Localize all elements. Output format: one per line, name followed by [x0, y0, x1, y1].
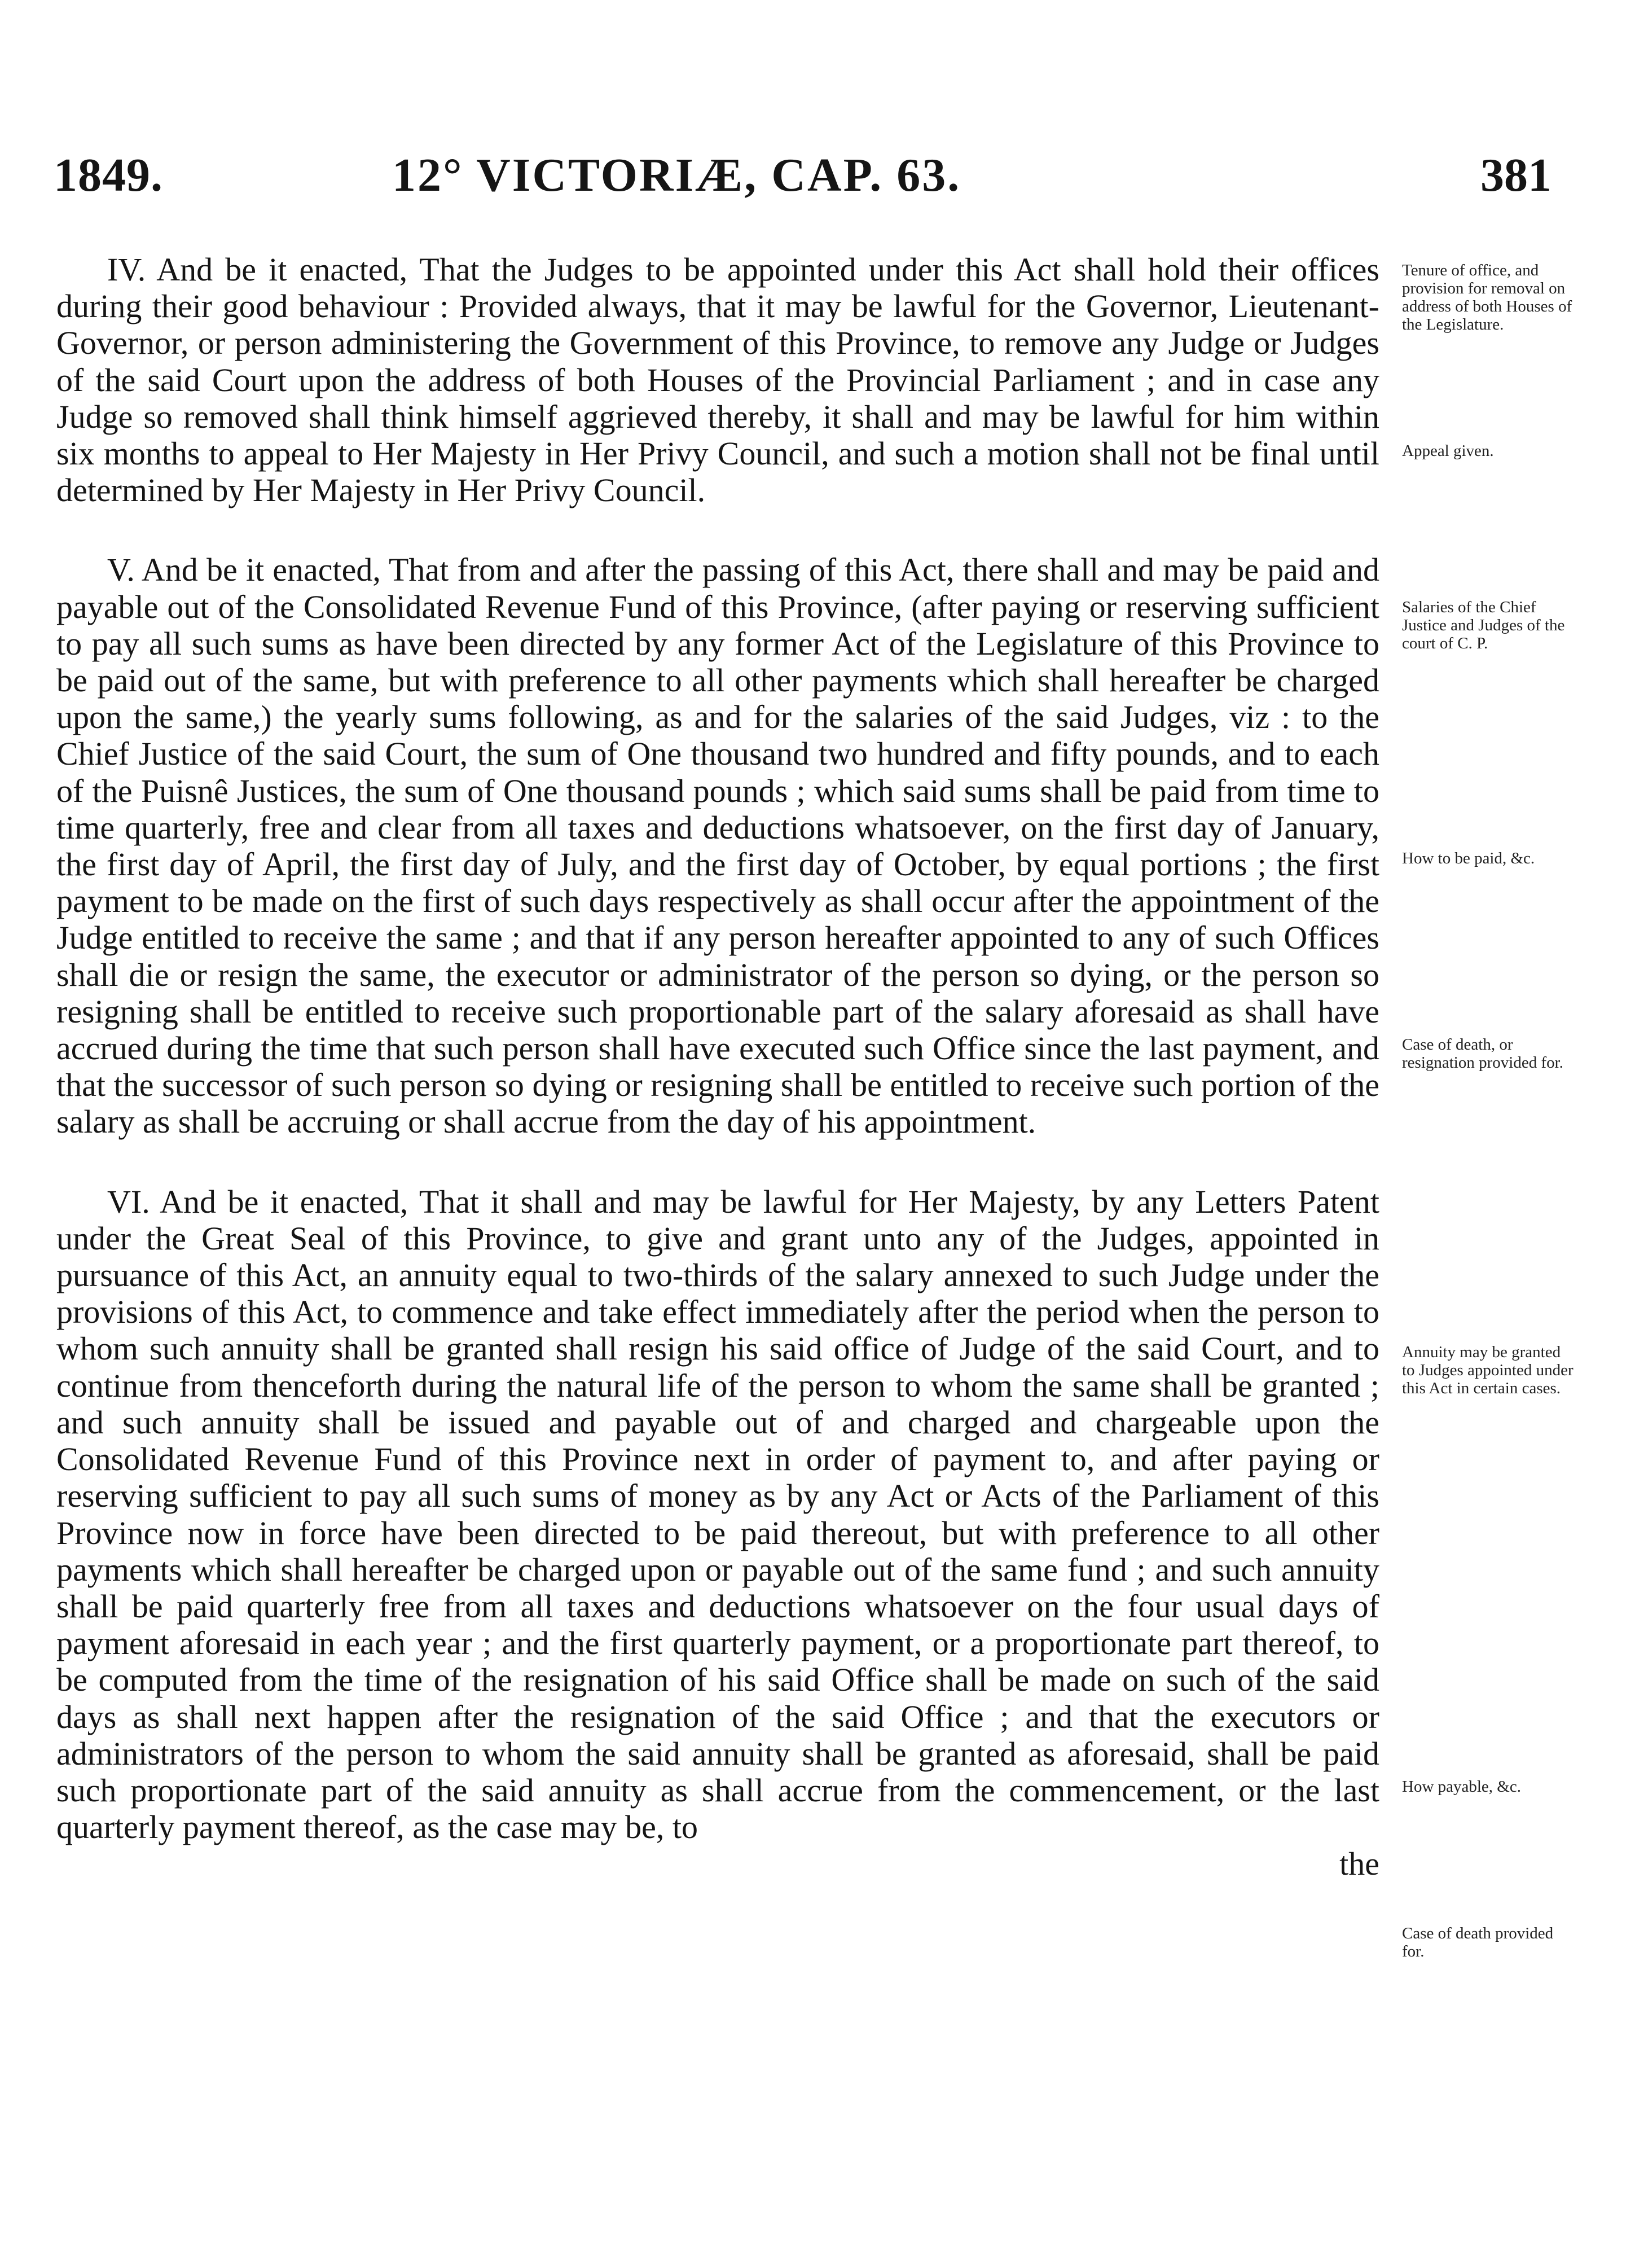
- section-v-text: V. And be it enacted, That from and after the passing of this Act, there shall and may be paid and payable out of the Consolidated Revenue Fund of this Province, (after paying or reserving sufficient to pay all such sums as have been directed by any former Act of the Legislature of this Province to be paid out of the same, but with preference to all other payments which shall hereafter be charged upon the same,) the yearly sums following, as and for the salaries of the said Judges, viz : to the Chief Justice of the said Court, the sum of One thousand two hundred and fifty pounds, and to each of the Puisnê Justices, the sum of One thousand pounds ; which said sums shall be paid from time to time quarterly, free and clear from all taxes and deductions whatsoever, on the first day of January, the first day of April, the first day of July, and the first day of October, by equal portions ; the first payment to be made on the first of such days respectively as shall occur after the appointment of the Judge entitled to receive the same ; and that if any person hereafter appointed to any of such Offices shall die or resign the same, the executor or administrator of the person so dying, or the person so resigning shall be entitled to receive such proportionable part of the salary aforesaid as shall have accrued during the time that such person shall have executed such Office since the last payment, and that the successor of such person so dying or resigning shall be entitled to receive such portion of the salary as shall be accruing or shall accrue from the day of his appointment.: [56, 551, 1379, 1140]
- marginal-note-salaries: Salaries of the Chief Justice and Judges of the court of C. P.: [1402, 598, 1565, 652]
- section-iv-text: IV. And be it enacted, That the Judges to be appointed under this Act shall hold their offices during their good behaviour : Provided always, that it may be lawful for the Governor, Lieutenant-Governor, or person administering the Government of this Province, to remove any Judge or Judges of the said Court upon the address of both Houses of the Provincial Parliament ; and in case any Judge so removed shall think himself aggrieved thereby, it shall and may be lawful for him within six months to appeal to Her Majesty in Her Privy Council, and such a motion shall not be final until determined by Her Majesty in Her Privy Council.: [56, 251, 1379, 509]
- header-title: 12° VICTORIÆ, CAP. 63.: [392, 149, 961, 201]
- section-vi: [56, 1183, 1379, 1883]
- section-iv: [56, 251, 1379, 508]
- marginal-note-appeal: Appeal given.: [1402, 442, 1494, 460]
- header-year: 1849.: [54, 149, 163, 201]
- section-vi-text: VI. And be it enacted, That it shall and may be lawful for Her Majesty, by any Letters Patent under the Great Seal of this Province, to give and grant unto any of the Judges, appointed in pursuance of this Act, an annuity equal to two-thirds of the salary annexed to such Judge under the provisions of this Act, to commence and take effect immediately after the period when the person to whom such annuity shall be granted shall resign his said office of Judge of the said Court, and to continue from thenceforth during the natural life of the person to whom the same shall be granted ; and such annuity shall be issued and payable out of and charged and chargeable upon the Consolidated Revenue Fund of this Province next in order of payment to, and after paying or reserving sufficient to pay all such sums of money as by any Act or Acts of the Parliament of this Province now in force have been directed to be paid thereout, but with preference to all other payments which shall hereafter be charged upon or payable out of the same fund ; and such annuity shall be paid quarterly free from all taxes and deductions whatsoever on the four usual days of payment aforesaid in each year ; and the first quarterly payment, or a proportionate part thereof, to be computed from the time of the resignation of his said Office shall be made on such of the said days as shall next happen after the resignation of the said Office ; and that the executors or administrators of the person to whom the said annuity shall be granted as aforesaid, shall be paid such proportionate part of the said annuity as shall accrue from the commencement, or the last quarterly payment thereof, as the case may be, to: [56, 1183, 1379, 1846]
- running-header: [54, 148, 1552, 210]
- marginal-note-how-paid: How to be paid, &c.: [1402, 849, 1535, 867]
- page-number: 381: [1480, 149, 1552, 201]
- marginal-note-annuity: Annuity may be granted to Judges appointed under this Act in certain cases.: [1402, 1343, 1574, 1397]
- catchword: the: [1339, 1845, 1379, 1883]
- marginal-note-death-resignation: Case of death, or resignation provided for.: [1402, 1036, 1563, 1072]
- marginal-note-how-payable: How payable, &c.: [1402, 1778, 1521, 1796]
- marginal-note-tenure: Tenure of office, and provision for removal on address of both Houses of the Legislature.: [1402, 261, 1572, 334]
- main-text-column: [56, 251, 1379, 1883]
- marginal-note-death-provided: Case of death provided for.: [1402, 1924, 1554, 1960]
- section-v: [56, 551, 1379, 1140]
